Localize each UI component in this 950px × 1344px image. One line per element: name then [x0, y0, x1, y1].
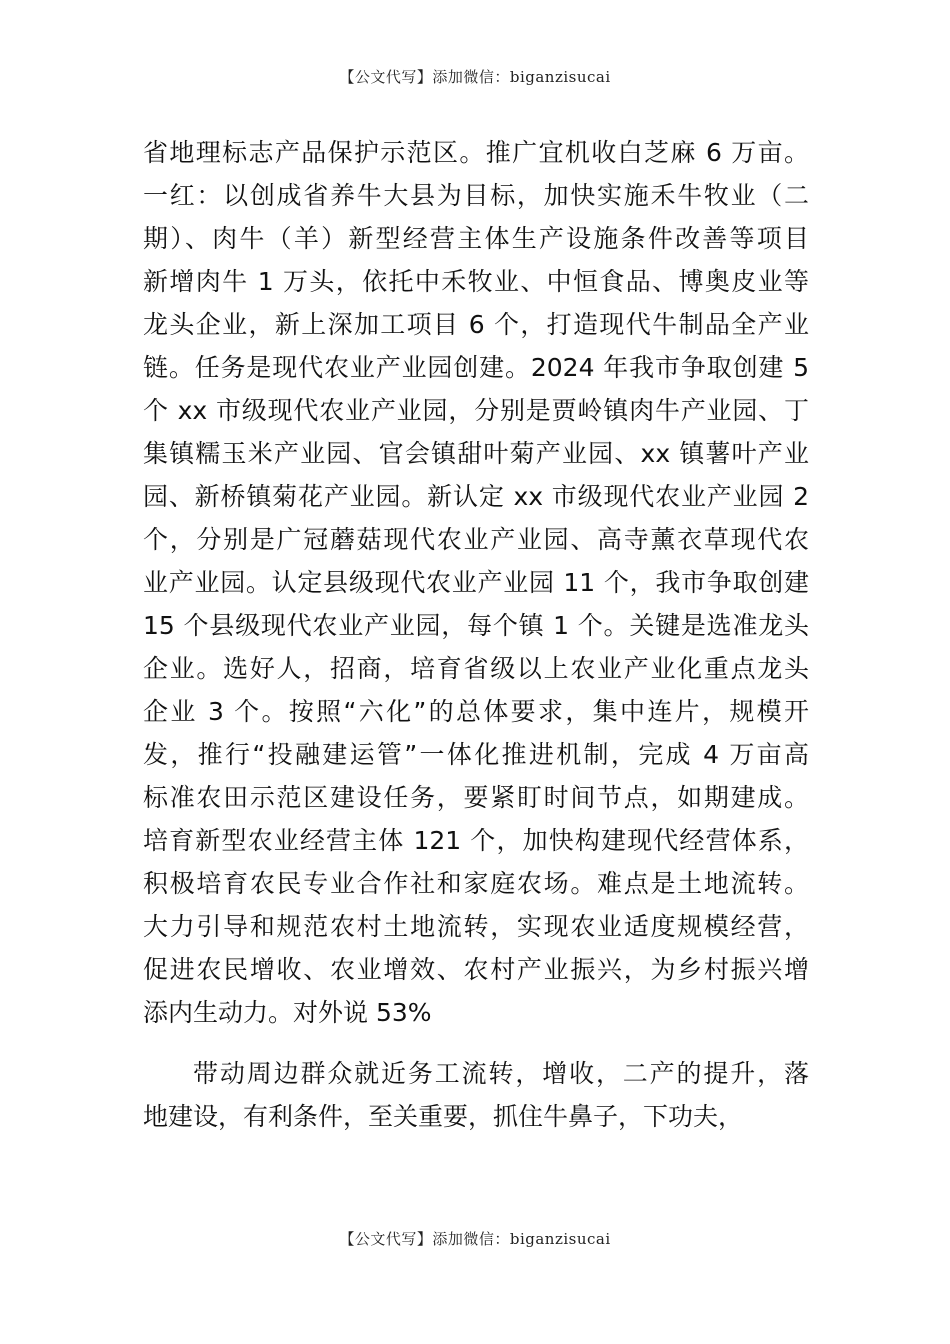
text-line: 新增肉牛 1 万头，依托中禾牧业、中恒食品、博奥皮业等	[143, 267, 809, 296]
text-line: 地建设，有利条件，至关重要，抓住牛鼻子，下功夫，	[143, 1102, 744, 1131]
text-line: 园、新桥镇菊花产业园。新认定 xx 市级现代农业产业园 2	[143, 482, 809, 511]
text-line: 企业。选好人，招商，培育省级以上农业产业化重点龙头	[143, 654, 809, 683]
page-header: 【公文代写】添加微信：biganzisucai	[339, 68, 611, 86]
text-line: 集镇糯玉米产业园、官会镇甜叶菊产业园、xx 镇薯叶产业	[143, 439, 809, 468]
text-line: 添内生动力。对外说 53%	[143, 998, 432, 1027]
text-line: 标准农田示范区建设任务，要紧盯时间节点，如期建成。	[143, 783, 809, 812]
paragraph-gap	[143, 1034, 809, 1052]
text-line: 个，分别是广冠蘑菇现代农业产业园、高寺薰衣草现代农	[143, 525, 809, 554]
text-line: 龙头企业，新上深加工项目 6 个，打造现代牛制品全产业	[143, 310, 809, 339]
text-line: 发，推行“投融建运管”一体化推进机制，完成 4 万亩高	[143, 740, 809, 769]
text-line: 一红：以创成省养牛大县为目标，加快实施禾牛牧业（二	[143, 181, 809, 210]
paragraph-1	[143, 131, 809, 1034]
text-line: 业产业园。认定县级现代农业产业园 11 个，我市争取创建	[143, 568, 809, 597]
document-body	[143, 131, 809, 1138]
text-line: 积极培育农民专业合作社和家庭农场。难点是土地流转。	[143, 869, 809, 898]
page-footer: 【公文代写】添加微信：biganzisucai	[339, 1230, 611, 1248]
text-line: 大力引导和规范农村土地流转，实现农业适度规模经营，	[143, 912, 809, 941]
text-line: 15 个县级现代农业产业园，每个镇 1 个。关键是选准龙头	[143, 611, 809, 640]
text-line: 个 xx 市级现代农业产业园，分别是贾岭镇肉牛产业园、丁	[143, 396, 809, 425]
text-line: 企业 3 个。按照“六化”的总体要求，集中连片，规模开	[143, 697, 809, 726]
text-line: 期）、肉牛（羊）新型经营主体生产设施条件改善等项目	[143, 224, 809, 253]
text-line: 链。任务是现代农业产业园创建。2024 年我市争取创建 5	[143, 353, 809, 382]
text-line: 促进农民增收、农业增效、农村产业振兴，为乡村振兴增	[143, 955, 809, 984]
text-line: 培育新型农业经营主体 121 个，加快构建现代经营体系，	[143, 826, 809, 855]
text-line: 省地理标志产品保护示范区。推广宜机收白芝麻 6 万亩。	[143, 138, 809, 167]
text-line: 带动周边群众就近务工流转，增收，二产的提升，落	[193, 1059, 809, 1088]
paragraph-2	[143, 1052, 809, 1138]
